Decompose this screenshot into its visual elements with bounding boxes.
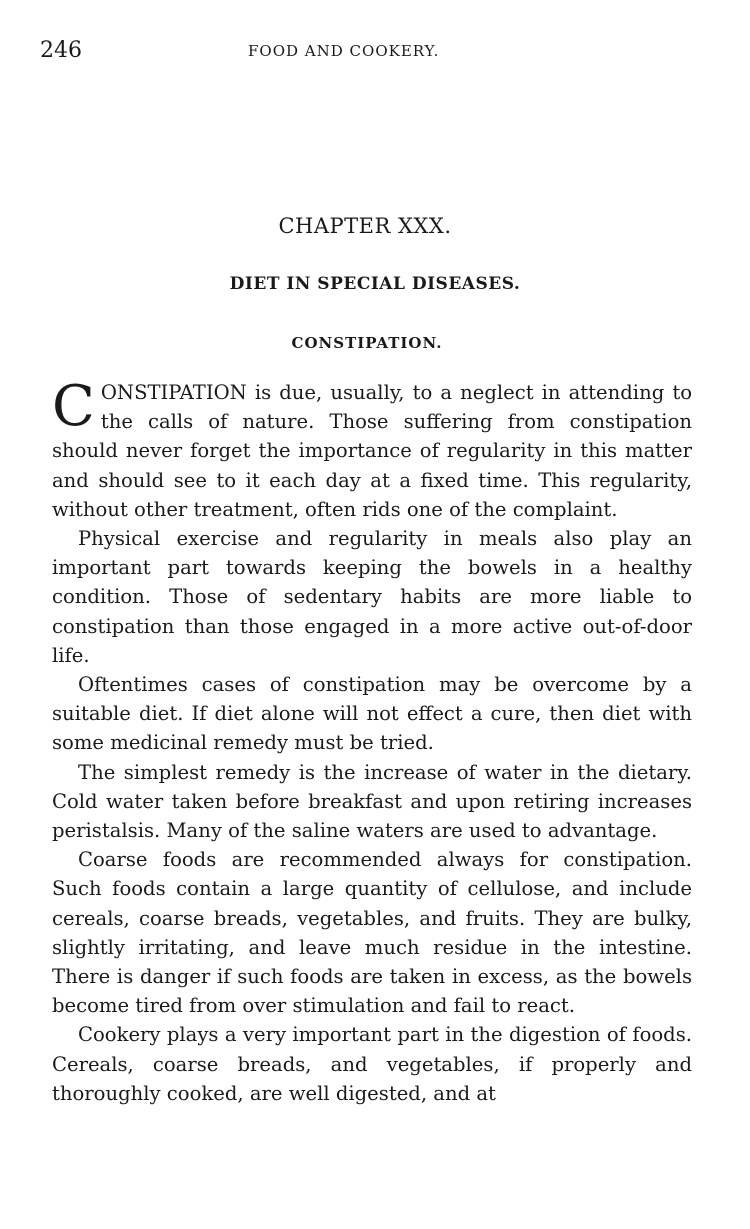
- section-title: DIET IN SPECIAL DISEASES.: [229, 274, 521, 294]
- paragraph: Oftentimes cases of constipation may be overcome by a suitable diet. If diet alone will not effect a cure, then diet with some medicinal remedy must be tried.: [52, 673, 692, 755]
- page-number: 246: [40, 38, 82, 63]
- paragraph: Physical exercise and regularity in meals also play an important part towards keeping the bowels in a healthy condition. Those of sedentary habits are more liable to constipation than those engaged in a more active out-of-door life.: [52, 527, 692, 667]
- paragraph: The simplest remedy is the increase of water in the dietary. Cold water taken before breakfast and upon retiring increases peristalsis. Many of the saline waters are used to advantage.: [52, 760, 692, 843]
- body-text: [52, 374, 692, 1108]
- chapter-title: CHAPTER XXX.: [278, 214, 452, 238]
- paragraph: Coarse foods are recommended always for constipation. Such foods contain a large quantity of cellulose, and include cereals, coarse breads, vegetables, and fruits. They are bulky, slightly irritating, and leave much residue in the intestine. There is danger if such foods are taken in excess, as the bowels become tired from over stimulation and fail to react.: [52, 848, 692, 1018]
- running-head: [40, 38, 696, 72]
- running-title: FOOD AND COOKERY.: [248, 42, 440, 60]
- subsection-title: CONSTIPATION.: [291, 334, 443, 352]
- paragraph: [52, 374, 692, 524]
- drop-cap: C: [52, 374, 95, 439]
- paragraph: Cookery plays a very important part in the digestion of foods. Cereals, coarse breads, and vegetables, if properly and thoroughly cooked, are well digested, and at: [52, 1023, 692, 1105]
- paragraph-text: ONSTIPATION is due, usually, to a neglect in attending to the calls of nature. Those suffering from constipation should never forget the importance of regularity in this matter and should see to it each day at a fixed time. This regularity, without other treatment, often rids one of the complaint.: [52, 381, 692, 521]
